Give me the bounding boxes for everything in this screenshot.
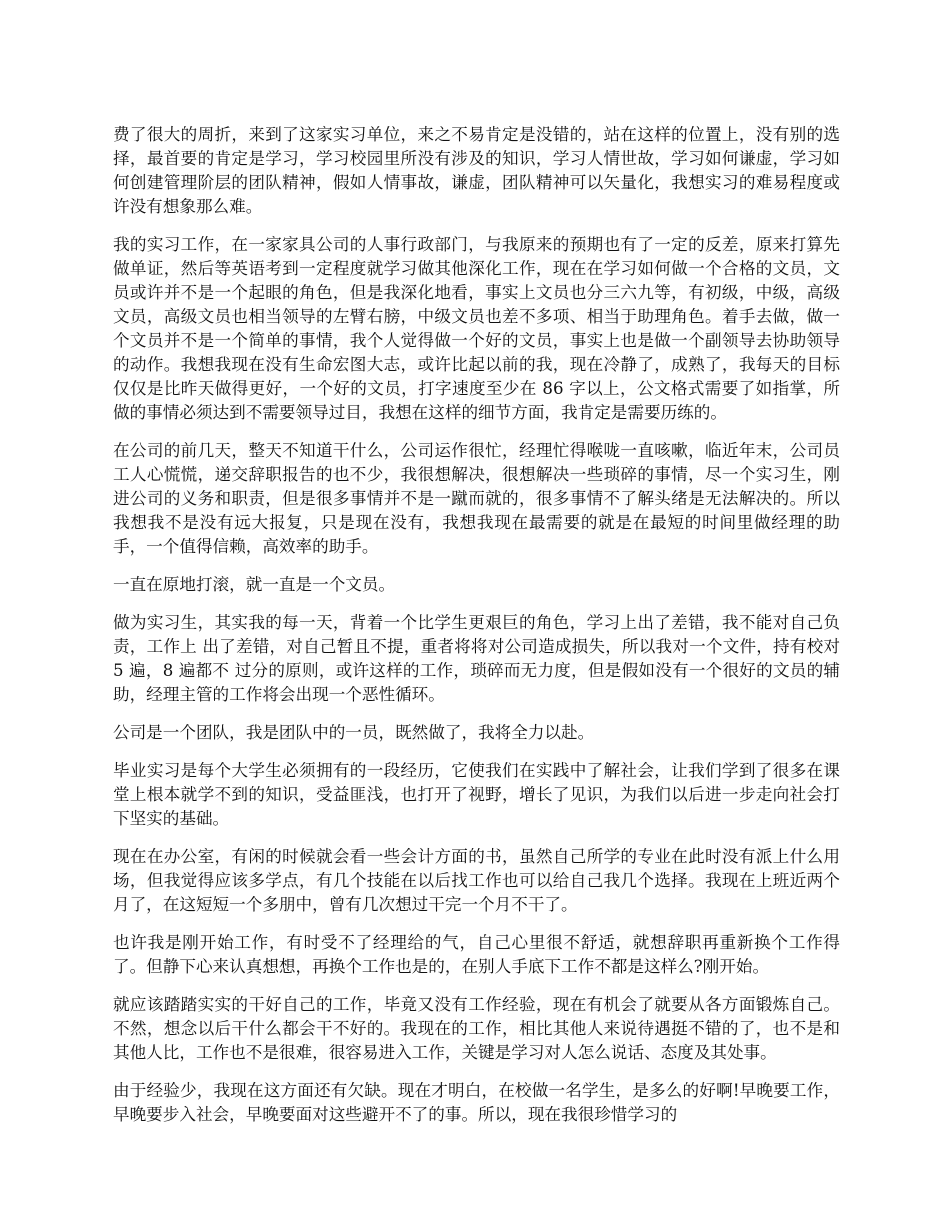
paragraph-2: 我的实习工作，在一家家具公司的人事行政部门，与我原来的预期也有了一定的反差，原来打算先做单证，然后等英语考到一定程度就学习做其他深化工作，现在在学习如何做一个合格的文员，文员或许并不是一个起眼的角色，但是我深化地看，事实上文员也分三六九等，有初级，中级，高级文员，高级文员也相当领导的左臂右膀，中级文员也差不多项、相当于助理角色。着手去做，做一个文员并不是一个简单的事情，我个人觉得做一个好的文员，事实上也是做一个副领导去协助领导的动作。我想我现在没有生命宏图大志，或许比起以前的我，现在冷静了，成熟了，我每天的目标仅仅是比昨天做得更好，一个好的文员，打字速度至少在 86 字以上，公文格式需要了如指掌，所做的事情必须达到不需要领导过目，我想在这样的细节方面，我肯定是需要历练的。 [113, 235, 840, 422]
paragraph-3: 在公司的前几天，整天不知道干什么，公司运作很忙，经理忙得喉咙一直咳嗽，临近年末，公司员工人心慌慌，递交辞职报告的也不少，我很想解决，很想解决一些琐碎的事情，尽一个实习生，刚进公司的义务和职责，但是很多事情并不是一蹴而就的，很多事情不了解头绪是无法解决的。所以我想我不是没有远大报复，只是现在没有，我想我现在最需要的就是在最短的时间里做经理的助手，一个值得信赖，高效率的助手。 [113, 441, 840, 556]
paragraph-5: 做为实习生，其实我的每一天，背着一个比学生更艰巨的角色，学习上出了差错，我不能对自己负责，工作上 出了差错，对自己暂且不提，重者将将对公司造成损失，所以我对一个文件，持有校对 5 遍，8 遍都不 过分的原则，或许这样的工作，琐碎而无力度，但是假如没有一个很好的文员的辅助，经理主管的工作将会出现一个恶性循环。 [113, 613, 840, 704]
paragraph-1: 费了很大的周折，来到了这家实习单位，来之不易肯定是没错的，站在这样的位置上，没有别的选择，最首要的肯定是学习，学习校园里所没有涉及的知识，学习人情世故，学习如何谦虚，学习如何创建管理阶层的团队精神，假如人情事故，谦虚，团队精神可以矢量化，我想实习的难易程度或许没有想象那么难。 [113, 125, 840, 216]
paragraph-11: 由于经验少，我现在这方面还有欠缺。现在才明白，在校做一名学生，是多么的好啊!早晚要工作，早晚要步入社会，早晚要面对这些避开不了的事。所以，现在我很珍惜学习的 [113, 1081, 840, 1124]
document-page [113, 123, 840, 1141]
paragraph-8: 现在在办公室，有闲的时候就会看一些会计方面的书，虽然自己所学的专业在此时没有派上什么用场，但我觉得应该多学点，有几个技能在以后找工作也可以给自己我几个选择。我现在上班近两个月了，在这短短一个多朋中，曾有几次想过干完一个月不干了。 [113, 847, 840, 914]
paragraph-10: 就应该踏踏实实的干好自己的工作，毕竟又没有工作经验，现在有机会了就要从各方面锻炼自己。不然，想念以后干什么都会干不好的。我现在的工作，相比其他人来说待遇挺不错的了，也不是和其他人比，工作也不是很难，很容易进入工作，关键是学习对人怎么说话、态度及其处事。 [113, 995, 840, 1062]
paragraph-6: 公司是一个团队，我是团队中的一员，既然做了，我将全力以赴。 [113, 723, 595, 742]
paragraph-7: 毕业实习是每个大学生必须拥有的一段经历，它使我们在实践中了解社会，让我们学到了很多在课堂上根本就学不到的知识，受益匪浅，也打开了视野，增长了见识，为我们以后进一步走向社会打下坚实的基础。 [113, 761, 840, 828]
paragraph-9: 也许我是刚开始工作，有时受不了经理给的气，自己心里很不舒适，就想辞职再重新换个工作得了。但静下心来认真想想，再换个工作也是的，在别人手底下工作不都是这样么?刚开始。 [113, 933, 840, 976]
paragraph-4: 一直在原地打滚，就一直是一个文员。 [113, 575, 396, 594]
